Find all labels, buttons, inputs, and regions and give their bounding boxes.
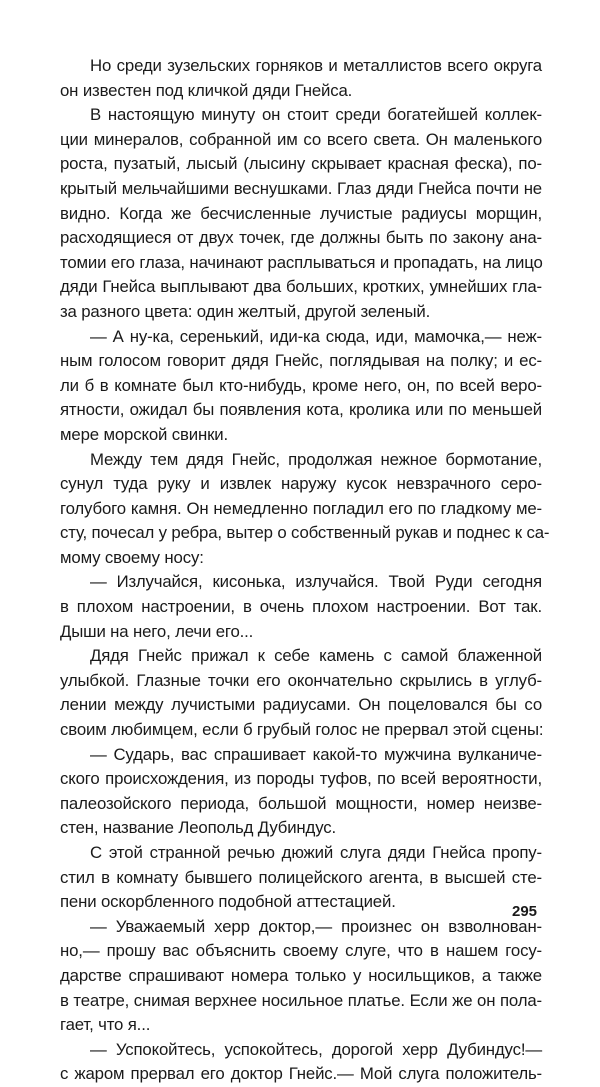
text-line: Дыши на него, лечи его...: [60, 621, 254, 641]
text-line: Между тем дядя Гнейс, продолжая нежное бормотание,: [90, 449, 542, 469]
text-line: гает, что я...: [60, 1015, 151, 1035]
text-line: пени оскорбленного подобной аттестацией.: [60, 892, 396, 912]
text-line: ли б в комнате был кто-нибудь, кроме него, он, по всей веро-: [60, 375, 542, 395]
text-line: сту, почесал у ребра, вытер о собственный рукав и поднес к са-: [60, 523, 550, 543]
text-line: ным голосом говорит дядя Гнейс, поглядывая на полку; и ес-: [60, 351, 542, 371]
text-line: мому своему носу:: [60, 547, 204, 567]
text-line: Но среди зузельских горняков и металлистов всего округа: [90, 56, 542, 75]
text-line: дарстве спрашивают номера только у носильщиков, а также: [60, 965, 542, 985]
text-line: за разного цвета: один желтый, другой зеленый.: [60, 301, 431, 321]
text-line: стен, название Леопольд Дубиндус.: [60, 818, 336, 838]
text-line: он известен под кличкой дяди Гнейса.: [60, 80, 353, 100]
page-number: 295: [512, 903, 538, 920]
text-line: С этой странной речью дюжий слуга дяди Гнейса пропу-: [90, 843, 542, 862]
text-line: голубого камня. Он немедленно погладил его по гладкому ме-: [60, 498, 542, 518]
text-line: В настоящую минуту он стоит среди богатейшей коллек-: [90, 105, 542, 125]
text-line: видно. Когда же бесчисленные лучистые радиусы морщин,: [60, 203, 542, 223]
body-text: [60, 54, 550, 1087]
text-line: ятности, ожидал бы появления кота, кролика или по меньшей: [60, 400, 542, 420]
text-line: сунул туда руку и извлек наружу кусок невзрачного серо-: [60, 474, 542, 494]
text-line: с жаром прервал его доктор Гнейс.— Мой слуга положитель-: [60, 1064, 542, 1084]
text-line: — Успокойтесь, успокойтесь, дорогой херр Дубиндус!—: [90, 1039, 542, 1059]
text-line: — Сударь, вас спрашивает какой-то мужчина вулканиче-: [90, 744, 542, 764]
text-line: — Уважаемый херр доктор,— произнес он взволнован-: [90, 916, 542, 936]
text-line: дяди Гнейса выплывают два больших, кротких, умнейших гла-: [60, 277, 542, 297]
text-line: но,— прошу вас объяснить своему слуге, что в нашем госу-: [60, 941, 542, 961]
text-line: в театре, снимая верхнее носильное платье. Если же он пола-: [60, 990, 542, 1010]
text-line: мере морской свинки.: [60, 424, 229, 444]
text-line: томии его глаза, начинают расплываться и пропадать, на лицо: [60, 252, 543, 272]
text-line: улыбкой. Глазные точки его окончательно скрылись в углуб-: [60, 670, 542, 690]
text-line: роста, пузатый, лысый (лысину скрывает красная феска), по-: [60, 154, 542, 174]
text-line: ции минералов, собранной им со всего света. Он маленького: [60, 129, 542, 149]
text-line: в плохом настроении, в очень плохом настроении. Вот так.: [60, 597, 542, 617]
text-line: своим любимцем, если б грубый голос не прервал этой сцены:: [60, 720, 544, 740]
text-line: — А ну-ка, серенький, иди-ка сюда, иди, мамочка,— неж-: [90, 326, 542, 346]
text-line: крытый мельчайшими веснушками. Глаз дяди Гнейса почти не: [60, 178, 542, 198]
text-line: лении между лучистыми радиусами. Он поцеловался бы со: [60, 695, 542, 715]
text-line: расходящиеся от двух точек, где должны быть по закону ана-: [60, 228, 542, 248]
text-line: палеозойского периода, большой мощности, номер неизве-: [60, 793, 542, 813]
text-line: Дядя Гнейс прижал к себе камень с самой блаженной: [90, 646, 542, 666]
text-line: — Излучайся, кисонька, излучайся. Твой Руди сегодня: [90, 572, 542, 592]
text-line: ского происхождения, из породы туфов, по всей вероятности,: [60, 769, 542, 789]
text-line: стил в комнату бывшего полицейского агента, в высшей сте-: [60, 867, 542, 887]
